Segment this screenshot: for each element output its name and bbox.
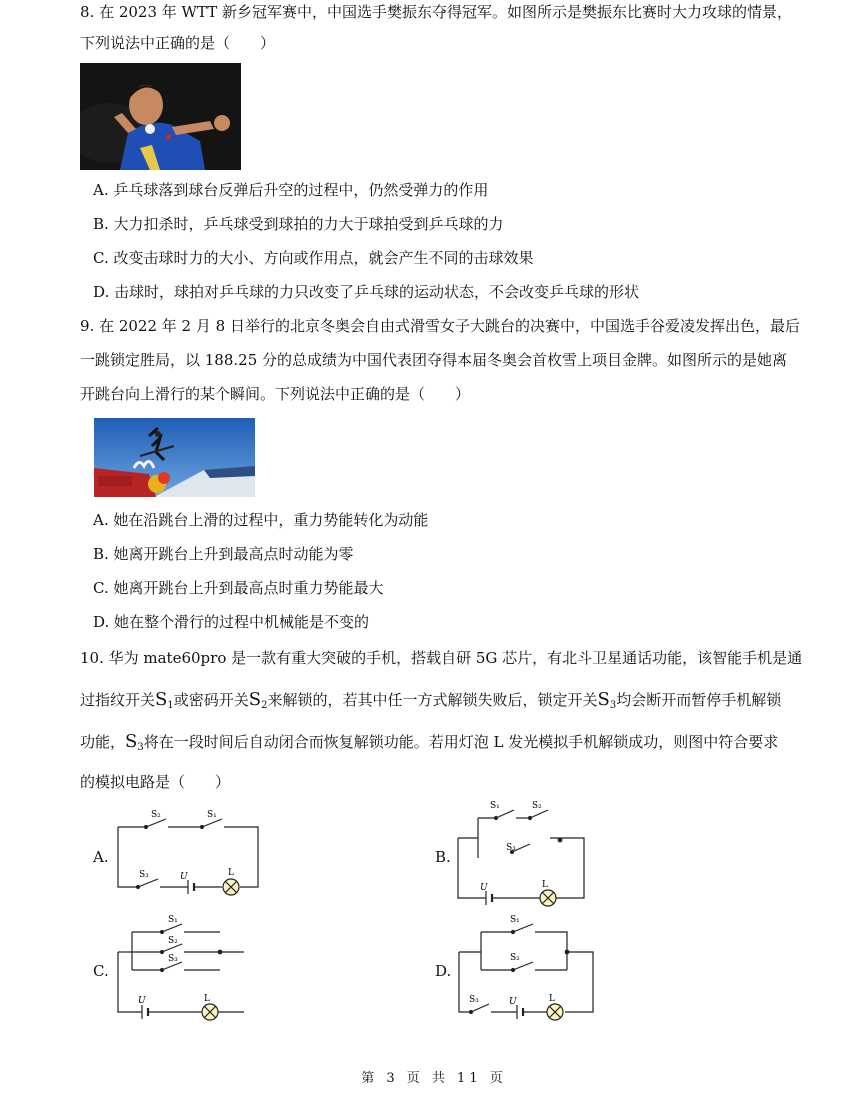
label-s2: S₂ — [151, 810, 161, 820]
circuit-diagram-b — [452, 800, 592, 910]
switch-symbol-s2: $S_2$ — [248, 689, 268, 711]
q9-option-a: A. 她在沿跳台上滑的过程中，重力势能转化为动能 — [93, 511, 429, 529]
label-s2: S₂ — [532, 801, 542, 811]
q8-option-b: B. 大力扣杀时，乒乓球受到球拍的力大于球拍受到乒乓球的力 — [93, 215, 504, 233]
q10-stem-line4: 的模拟电路是（ ） — [80, 773, 231, 791]
label-l: L — [542, 880, 548, 890]
q10-stem-line1: 10. 华为 mate60pro 是一款有重大突破的手机，搭载自研 5G 芯片，有北斗卫星通话功能，该智能手机是通 — [80, 649, 803, 667]
label-s1: S₁ — [168, 915, 178, 925]
q8-option-d: D. 击球时，球拍对乒乓球的力只改变了乒乓球的运动状态，不会改变乒乓球的形状 — [93, 283, 640, 301]
label-s2: S₂ — [510, 953, 520, 963]
circuit-diagram-a — [110, 805, 270, 900]
label-s1: S₁ — [490, 801, 500, 811]
q9-option-c: C. 她离开跳台上升到最高点时重力势能最大 — [93, 579, 384, 597]
label-u: U — [509, 997, 517, 1007]
circuit-option-d-label: D. — [435, 962, 452, 980]
label-l: L — [549, 994, 555, 1004]
circuit-option-a-label: A. — [93, 848, 109, 866]
q10-stem-line2: 过指纹开关$S_1$或密码开关$S_2$来解锁的，若其中任一方式解锁失败后，锁定开关$S_3$均会断开而暂停手机解锁 — [80, 689, 782, 711]
q9-stem-line2: 一跳锁定胜局，以 188.25 分的总成绩为中国代表团夺得本届冬奥会首枚雪上项目金牌。如图所示的是她离 — [80, 351, 788, 369]
label-s1: S₁ — [207, 810, 217, 820]
label-s3: S₃ — [506, 843, 516, 853]
label-s3: S₃ — [139, 870, 149, 880]
circuit-option-b-label: B. — [435, 848, 451, 866]
label-u: U — [138, 996, 146, 1006]
q9-stem-line3: 开跳台向上滑行的某个瞬间。下列说法中正确的是（ ） — [80, 385, 471, 403]
label-s3: S₃ — [168, 954, 178, 964]
table-tennis-photo — [80, 63, 241, 170]
label-s2: S₂ — [168, 936, 178, 946]
label-s1: S₁ — [510, 915, 520, 925]
switch-symbol-s3: $S_3$ — [597, 689, 617, 711]
label-s3: S₃ — [469, 995, 479, 1005]
label-l: L — [204, 994, 210, 1004]
q9-option-d: D. 她在整个滑行的过程中机械能是不变的 — [93, 613, 370, 631]
circuit-diagram-d — [455, 910, 600, 1022]
ski-jump-photo — [94, 418, 255, 497]
q9-option-b: B. 她离开跳台上升到最高点时动能为零 — [93, 545, 354, 563]
label-u: U — [180, 872, 188, 882]
page-footer: 第 3 页 共 11 页 — [361, 1071, 507, 1086]
switch-symbol-s3-b: $S_3$ — [125, 731, 144, 753]
q9-stem-line1: 9. 在 2022 年 2 月 8 日举行的北京冬奥会自由式滑雪女子大跳台的决赛中，中国选手谷爱凌发挥出色，最后 — [80, 317, 800, 335]
label-u: U — [480, 883, 488, 893]
q8-stem-line2: 下列说法中正确的是（ ） — [80, 34, 276, 52]
circuit-diagram-c — [112, 912, 252, 1022]
switch-symbol-s1: $S_1$ — [155, 689, 174, 711]
q8-option-c: C. 改变击球时力的大小、方向或作用点，就会产生不同的击球效果 — [93, 249, 534, 267]
q10-stem-line3: 功能，$S_3$将在一段时间后自动闭合而恢复解锁功能。若用灯泡 L 发光模拟手机解锁成功，则图中符合要求 — [80, 731, 779, 753]
q8-option-a: A. 乒乓球落到球台反弹后升空的过程中，仍然受弹力的作用 — [93, 181, 489, 199]
q8-stem-line1: 8. 在 2023 年 WTT 新乡冠军赛中，中国选手樊振东夺得冠军。如图所示是樊振东比赛时大力攻球的情景， — [80, 3, 793, 21]
label-l: L — [228, 868, 234, 878]
circuit-option-c-label: C. — [93, 962, 109, 980]
